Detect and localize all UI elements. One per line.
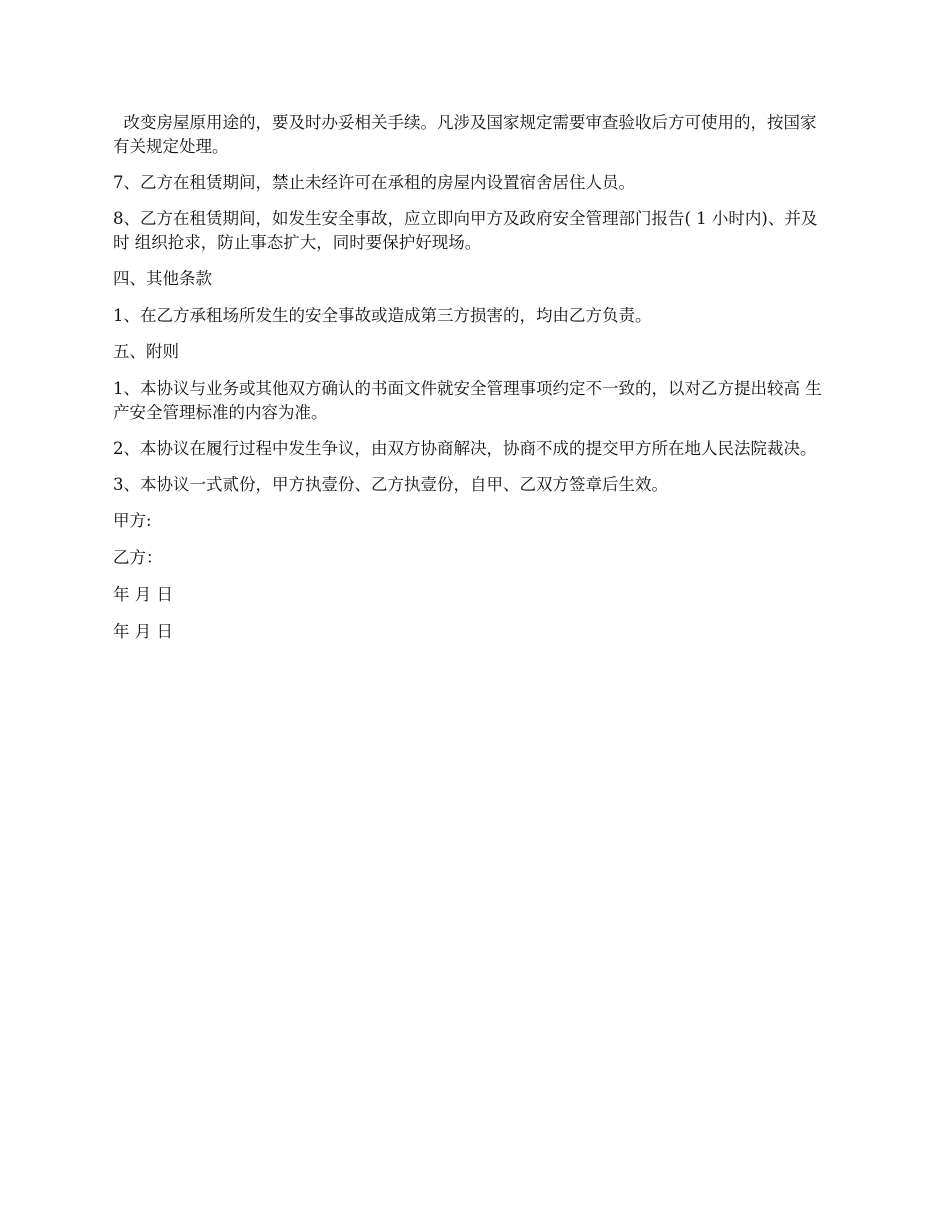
paragraph-clause-8: 8、乙方在租赁期间，如发生安全事故，应立即向甲方及政府安全管理部门报告( 1 小时内)、并及时 组织抢求，防止事态扩大，同时要保护好现场。 [113,209,818,252]
paragraph-change-use: 改变房屋原用途的，要及时办妥相关手续。凡涉及国家规定需要审查验收后方可使用的，按国家 有关规定处理。 [113,113,822,156]
section-heading-appendix: 五、附则 [113,342,179,361]
document-body [113,111,833,657]
signature-party-b: 乙方： [113,548,163,567]
paragraph-appendix-clause-3: 3、本协议一式贰份，甲方执壹份、乙方执壹份，自甲、乙双方签章后生效。 [113,475,668,494]
date-line-1: 年 月 日 [113,585,173,604]
paragraph-clause-7: 7、乙方在租赁期间，禁止未经许可在承租的房屋内设置宿舍居住人员。 [113,173,635,192]
date-line-2: 年 月 日 [113,622,173,641]
signature-party-a: 甲方: [113,511,152,530]
paragraph-appendix-clause-2: 2、本协议在履行过程中发生争议，由双方协商解决，协商不成的提交甲方所在地人民法院裁决。 [113,439,817,458]
paragraph-appendix-clause-1: 1、本协议与业务或其他双方确认的书面文件就安全管理事项约定不一致的，以对乙方提出较高 生产安全管理标准的内容为准。 [113,379,822,422]
paragraph-other-clause-1: 1、在乙方承租场所发生的安全事故或造成第三方损害的，均由乙方负责。 [113,306,652,325]
section-heading-other-terms: 四、其他条款 [113,269,212,288]
